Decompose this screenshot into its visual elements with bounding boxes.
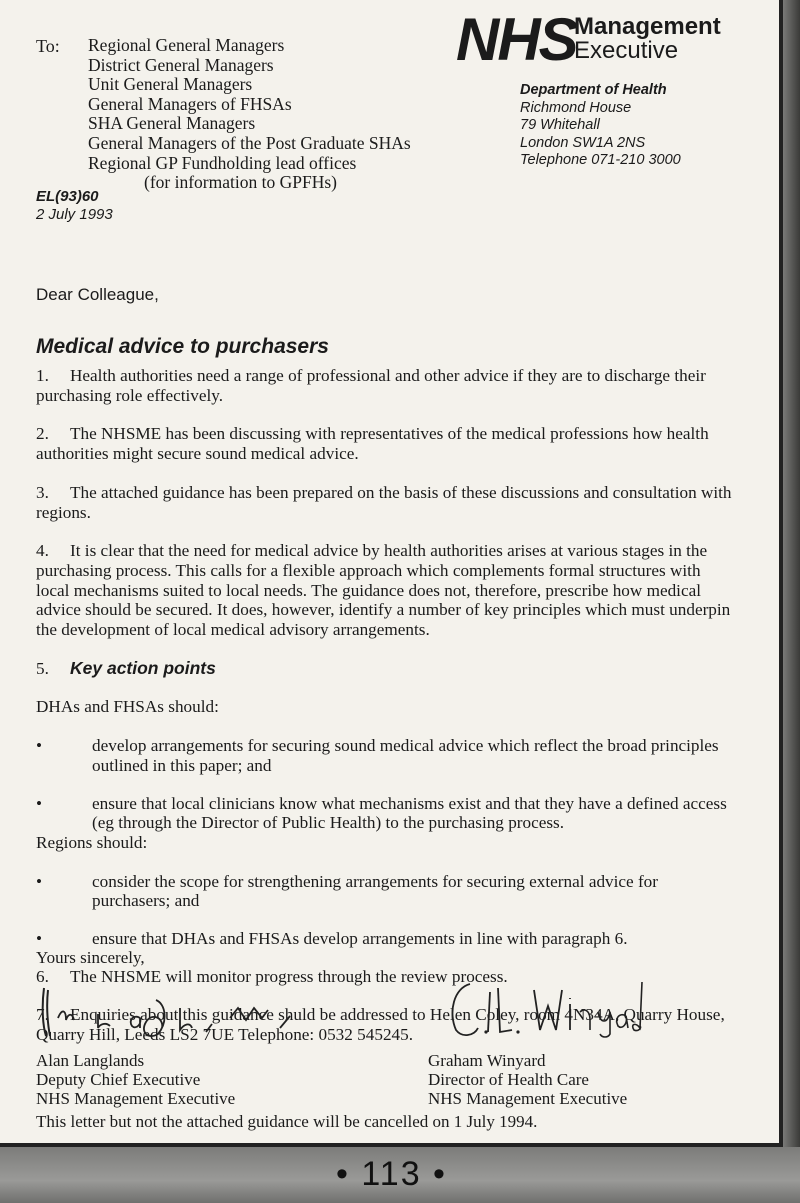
nhs-logo-mark: NHS — [456, 6, 577, 73]
sender-street: 79 Whitehall — [520, 117, 600, 133]
cancellation-note: This letter but not the attached guidance will be cancelled on 1 July 1994. — [36, 1112, 538, 1131]
signature-winyard — [430, 972, 650, 1042]
closing: Yours sincerely, — [36, 948, 145, 967]
signatory-role: Deputy Chief Executive — [36, 1070, 201, 1089]
paragraph-number: 3. — [36, 482, 49, 502]
paragraph-text: Health authorities need a range of professional and other advice if they are to discharge their purchasing role effectively. — [36, 366, 706, 405]
bullet-text: develop arrangements for securing sound medical advice which reflect the broad principles outlined in this paper; and — [92, 736, 719, 775]
bullet-text: ensure that DHAs and FHSAs develop arrangements in line with paragraph 6. — [92, 929, 628, 949]
signatory-block — [36, 1051, 235, 1108]
bullet-text: ensure that local clinicians know what mechanisms exist and that they have a defined access (eg through the Director of Public Health) to the purchasing process. — [92, 793, 727, 833]
bullet-icon: • — [36, 871, 43, 891]
salutation: Dear Colleague, — [36, 285, 159, 304]
paragraph-text: The NHSME will monitor progress through the review process. — [70, 966, 508, 986]
recipient-item: General Managers of the Post Graduate SHAs — [88, 132, 411, 153]
paragraph-number: 4. — [36, 541, 49, 561]
dha-bullet-item — [36, 794, 736, 833]
key-action-heading — [36, 659, 736, 679]
paragraph-number: 1. — [36, 366, 49, 385]
paragraph-text: It is clear that the need for medical advice by health authorities arises at various stages in the purchasing process. This calls for a flexible approach which complements formal structures with local mechanisms suited to local needs. The guidance does not, therefore, prescribe how medical advice should be secured. It does, however, identify a number of key principles which must underpin the development of local medical advisory arrangements. — [36, 541, 731, 640]
letter-reference — [36, 188, 113, 224]
paragraph — [36, 483, 736, 522]
signatory-name: Alan Langlands — [36, 1051, 145, 1070]
letter-title: Medical advice to purchasers — [36, 335, 329, 358]
regions-intro: Regions should: — [36, 832, 148, 852]
reference-code: EL(93)60 — [36, 188, 99, 205]
paragraph — [36, 541, 736, 640]
recipient-item: General Managers of FHSAs — [88, 93, 292, 114]
signatory-block — [428, 1051, 627, 1108]
paragraph — [36, 366, 736, 405]
recipient-item: District General Managers — [88, 54, 274, 75]
paragraph — [36, 424, 736, 463]
letter-date: 2 July 1993 — [36, 206, 113, 223]
signature-langlands — [36, 978, 326, 1042]
logo-management: Management — [574, 13, 721, 40]
bullet-icon: • — [36, 929, 43, 949]
recipient-item: SHA General Managers — [88, 113, 256, 134]
paragraph-text: Enquiries about this guidance shuld be addressed to Helen Coley, room 4N34A, Quarry House, Quarry Hill, Leeds LS2 7UE Telephone: 0532 545245. — [36, 1005, 725, 1045]
recipient-item: Regional General Managers — [88, 35, 285, 55]
bullet-icon: • — [36, 793, 43, 813]
paragraph-text: The attached guidance has been prepared on the basis of these discussions and consultation with regions. — [36, 482, 732, 522]
paragraph-number: 7. — [36, 1005, 49, 1025]
dha-bullet-item — [36, 736, 736, 775]
recipient-item: (for information to GPFHs) — [144, 172, 337, 193]
key-action-title: Key action points — [70, 657, 216, 678]
to-label: To: — [36, 36, 60, 56]
paragraph-number: 6. — [36, 966, 49, 986]
signatory-name: Graham Winyard — [428, 1051, 546, 1070]
sender-building: Richmond House — [520, 99, 632, 116]
paragraph-number: 2. — [36, 424, 49, 444]
sender-department: Department of Health — [520, 82, 667, 98]
logo-executive: Executive — [574, 37, 679, 64]
paragraph-text: The NHSME has been discussing with representatives of the medical professions how health authorities might secure sound medical advice. — [36, 424, 709, 464]
bullet-text: consider the scope for strengthening arrangements for securing external advice for purchasers; and — [92, 871, 659, 911]
region-bullet-item — [36, 929, 736, 949]
sender-telephone: Telephone 071-210 3000 — [520, 152, 681, 168]
signatory-org: NHS Management Executive — [36, 1089, 236, 1108]
signatory-role: Director of Health Care — [428, 1070, 589, 1089]
bullet-icon: • — [36, 736, 43, 756]
sender-city: London SW1A 2NS — [520, 134, 646, 151]
signatory-org: NHS Management Executive — [428, 1089, 628, 1108]
page-number: • 113 • — [336, 1155, 447, 1193]
scan-edge-right — [783, 0, 800, 1203]
sender-address — [520, 82, 681, 170]
nhs-logo — [456, 8, 776, 78]
recipient-item: Unit General Managers — [88, 74, 253, 95]
recipient-item: Regional GP Fundholding lead offices — [88, 152, 357, 173]
dha-intro: DHAs and FHSAs should: — [36, 697, 219, 717]
recipient-list — [88, 36, 411, 193]
region-bullet-item — [36, 872, 736, 911]
paragraph-number: 5. — [36, 658, 49, 678]
